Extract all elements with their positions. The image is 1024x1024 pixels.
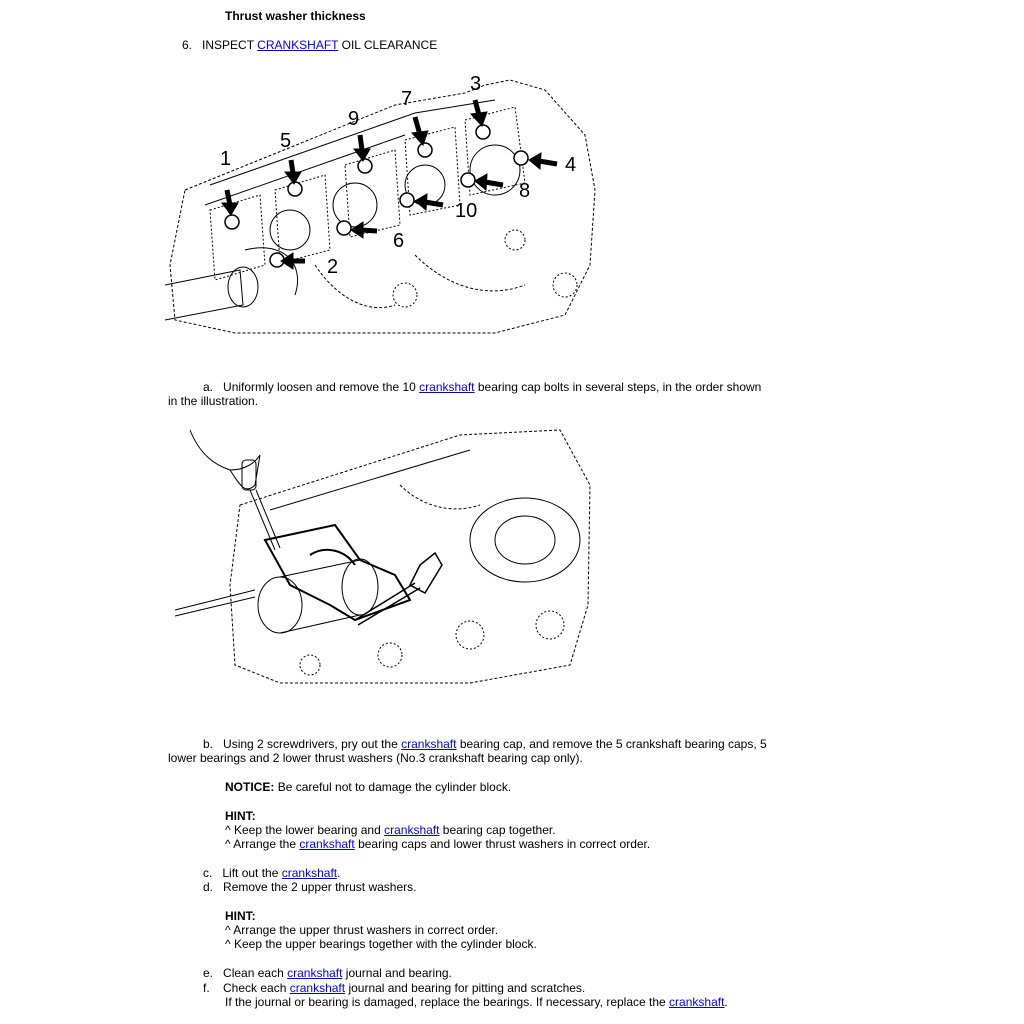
- callout-3: 3: [470, 73, 482, 95]
- hint-label: HINT:: [225, 909, 256, 923]
- notice-label: NOTICE:: [225, 780, 275, 794]
- crankshaft-link[interactable]: crankshaft: [289, 981, 346, 995]
- callout-8: 8: [519, 180, 531, 202]
- crankshaft-link[interactable]: crankshaft: [287, 966, 343, 980]
- callout-7: 7: [401, 88, 413, 110]
- step-f: f. Check each crankshaft journal and bearing for pitting and scratches.: [203, 981, 586, 995]
- hint-label: HINT:: [225, 809, 256, 823]
- crankshaft-link[interactable]: crankshaft: [669, 995, 725, 1009]
- crankshaft-link[interactable]: crankshaft: [281, 866, 338, 880]
- step-c: c. Lift out the crankshaft.: [203, 866, 341, 880]
- callout-6: 6: [393, 230, 405, 252]
- step-6: 6. INSPECT CRANKSHAFT OIL CLEARANCE: [182, 38, 438, 52]
- crankshaft-link[interactable]: CRANKSHAFT: [257, 38, 339, 52]
- section-heading: Thrust washer thickness: [225, 9, 366, 23]
- crankshaft-link[interactable]: crankshaft: [384, 823, 440, 837]
- hint-item: ^ Arrange the upper thrust washers in correct order.: [225, 923, 499, 937]
- step-d: d. Remove the 2 upper thrust washers.: [203, 880, 417, 894]
- hint-item: ^ Keep the upper bearings together with the cylinder block.: [225, 937, 537, 951]
- step-number: 6.: [182, 38, 193, 52]
- step-a: a. Uniformly loosen and remove the 10 crankshaft bearing cap bolts in several steps, in the order shown: [203, 380, 762, 394]
- callout-1: 1: [220, 148, 232, 170]
- callout-5: 5: [280, 130, 292, 152]
- notice: NOTICE: Be careful not to damage the cylinder block.: [225, 780, 512, 794]
- callout-9: 9: [348, 108, 360, 130]
- step-e: e. Clean each crankshaft journal and bearing.: [203, 966, 452, 980]
- pry-bearing-cap-illustration: [170, 425, 595, 690]
- step-b-continued: lower bearings and 2 lower thrust washers (No.3 crankshaft bearing cap only).: [168, 751, 583, 765]
- callout-10: 10: [455, 200, 478, 222]
- crankshaft-link[interactable]: crankshaft: [401, 737, 457, 751]
- hint-item: ^ Keep the lower bearing and crankshaft bearing cap together.: [225, 823, 556, 837]
- callout-2: 2: [327, 256, 339, 278]
- step-a-continued: in the illustration.: [168, 394, 259, 408]
- hint-item: ^ Arrange the crankshaft bearing caps and lower thrust washers in correct order.: [225, 837, 651, 851]
- callout-4: 4: [565, 154, 577, 176]
- crankshaft-link[interactable]: crankshaft: [299, 837, 355, 851]
- bearing-cap-bolt-order-illustration: [165, 65, 605, 340]
- crankshaft-link[interactable]: crankshaft: [419, 380, 475, 394]
- step-f-continued: If the journal or bearing is damaged, replace the bearings. If necessary, replace the crankshaft.: [225, 995, 728, 1009]
- step-b: b. Using 2 screwdrivers, pry out the crankshaft bearing cap, and remove the 5 crankshaft bearing caps, 5: [203, 737, 767, 751]
